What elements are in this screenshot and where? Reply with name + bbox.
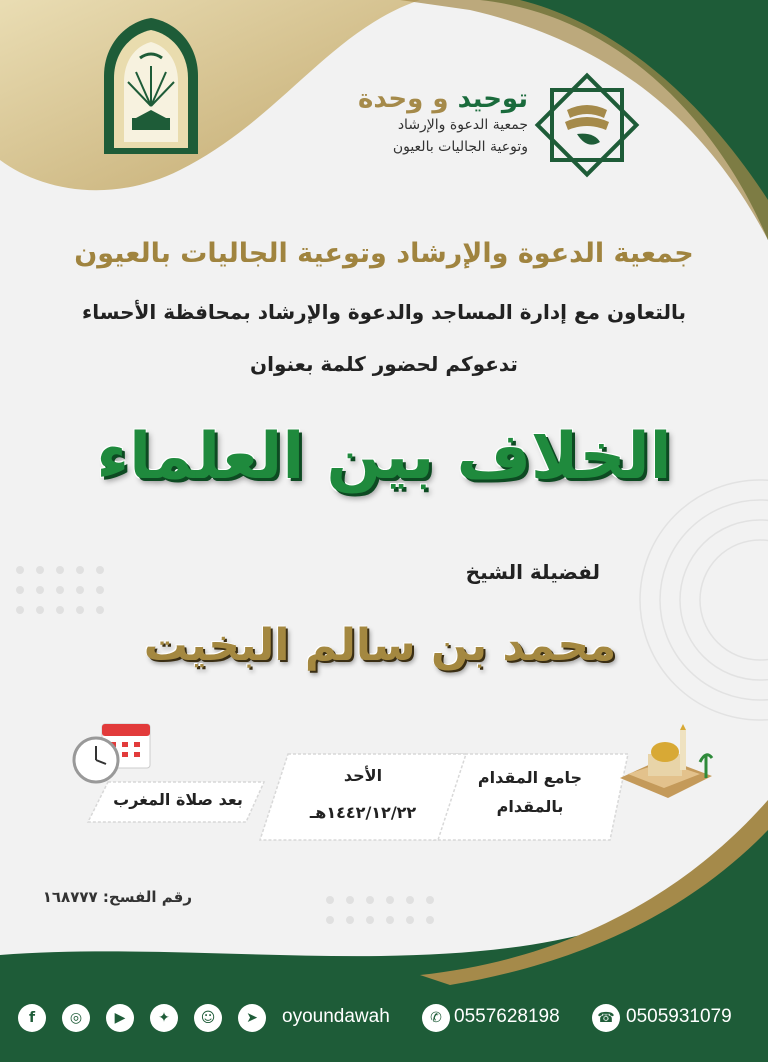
instagram-icon[interactable]: ◎ (62, 1004, 90, 1032)
facebook-icon[interactable]: f (18, 1004, 46, 1032)
permit-number: رقم الفسح: ١٦٨٧٧٧ (42, 888, 192, 906)
youtube-icon[interactable]: ▶ (106, 1004, 134, 1032)
lecture-title: الخلاف بين العلماء (96, 420, 672, 494)
invite-line: تدعوكم لحضور كلمة بعنوان (250, 352, 518, 376)
location-card (450, 768, 610, 816)
mosque-icon (614, 722, 716, 802)
organization-line: جمعية الدعوة والإرشاد وتوعية الجاليات بالعيون (74, 238, 694, 269)
sheikh-name: محمد بن سالم البخيت (143, 620, 617, 671)
whatsapp-icon: ✆ (422, 1004, 450, 1032)
sheikh-label: لفضيلة الشيخ (465, 560, 600, 584)
social-handle[interactable]: oyoundawah (282, 1006, 390, 1027)
telegram-icon[interactable]: ➤ (238, 1004, 266, 1032)
association-logo (532, 70, 642, 180)
brand-title-part1: توحيد (457, 84, 528, 114)
calendar-clock-icon (72, 716, 154, 786)
brand-title-part2: وحدة (357, 84, 424, 114)
brand-block (348, 84, 528, 158)
phone-icon: ☎ (592, 1004, 620, 1032)
event-date: ١٤٤٢/١٢/٢٢هـ (309, 803, 417, 822)
brand-title-connector: و (432, 84, 449, 114)
brand-line-1: جمعية الدعوة والإرشاد (397, 117, 528, 133)
brand-line-2: وتوعية الجاليات بالعيون (392, 139, 528, 155)
event-time: بعد صلاة المغرب (113, 790, 243, 809)
location-name: جامع المقدام (477, 768, 583, 787)
snapchat-icon[interactable]: ☺ (194, 1004, 222, 1032)
ministry-emblem (96, 16, 206, 156)
event-day: الأحد (343, 766, 383, 785)
cooperation-line: بالتعاون مع إدارة المساجد والدعوة والإرشاد بمحافظة الأحساء (82, 300, 686, 324)
brand-title (348, 84, 528, 114)
whatsapp-number[interactable]: 0557628198 (454, 1006, 560, 1027)
location-area: بالمقدام (496, 797, 564, 816)
date-card (280, 766, 446, 822)
phone-number[interactable]: 0505931079 (626, 1006, 732, 1027)
twitter-icon[interactable]: ✦ (150, 1004, 178, 1032)
